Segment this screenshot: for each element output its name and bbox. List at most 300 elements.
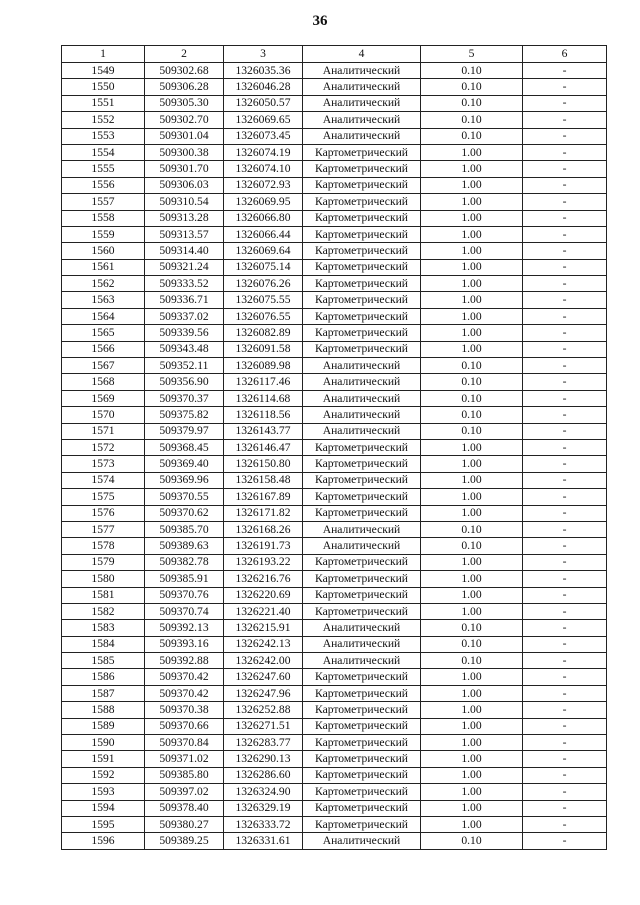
- table-cell: 509300.38: [145, 144, 224, 160]
- table-cell: 1326143.77: [224, 423, 303, 439]
- table-cell: Картометрический: [303, 144, 421, 160]
- table-cell: 1326072.93: [224, 177, 303, 193]
- table-cell: 1585: [62, 653, 145, 669]
- table-cell: 1326252.88: [224, 702, 303, 718]
- table-row: [62, 144, 607, 160]
- table-row: [62, 63, 607, 79]
- header-cell: 1: [62, 46, 145, 63]
- table-cell: -: [523, 521, 607, 537]
- table-cell: Картометрический: [303, 571, 421, 587]
- table-cell: 509385.80: [145, 767, 224, 783]
- table-cell: 509371.02: [145, 751, 224, 767]
- table-cell: Аналитический: [303, 407, 421, 423]
- table-cell: 1.00: [421, 669, 523, 685]
- table-cell: 1326215.91: [224, 620, 303, 636]
- table-cell: 509375.82: [145, 407, 224, 423]
- table-cell: -: [523, 603, 607, 619]
- table-cell: 1326146.47: [224, 439, 303, 455]
- table-cell: Картометрический: [303, 751, 421, 767]
- table-row: [62, 79, 607, 95]
- table-cell: 1.00: [421, 554, 523, 570]
- table-cell: 1568: [62, 374, 145, 390]
- table-cell: 509370.74: [145, 603, 224, 619]
- table-cell: 1326069.65: [224, 112, 303, 128]
- table-cell: 509368.45: [145, 439, 224, 455]
- table-cell: 1.00: [421, 587, 523, 603]
- table-cell: 1.00: [421, 144, 523, 160]
- table-cell: 1326069.64: [224, 243, 303, 259]
- table-cell: 1.00: [421, 603, 523, 619]
- table-row: [62, 521, 607, 537]
- table-cell: 509380.27: [145, 816, 224, 832]
- table-cell: Аналитический: [303, 653, 421, 669]
- table-cell: 509392.88: [145, 653, 224, 669]
- table-row: [62, 407, 607, 423]
- table-cell: 1586: [62, 669, 145, 685]
- table-cell: 1556: [62, 177, 145, 193]
- table-cell: 509389.25: [145, 833, 224, 849]
- table-cell: 1583: [62, 620, 145, 636]
- table-row: [62, 161, 607, 177]
- table-cell: 509370.66: [145, 718, 224, 734]
- table-cell: 1326220.69: [224, 587, 303, 603]
- table-cell: Картометрический: [303, 702, 421, 718]
- table-cell: -: [523, 636, 607, 652]
- table-row: [62, 489, 607, 505]
- table-cell: 509369.40: [145, 456, 224, 472]
- table-cell: 1326191.73: [224, 538, 303, 554]
- table-cell: 1326073.45: [224, 128, 303, 144]
- table-cell: 1326089.98: [224, 358, 303, 374]
- table-cell: -: [523, 259, 607, 275]
- table-cell: 509370.55: [145, 489, 224, 505]
- table-cell: Картометрический: [303, 685, 421, 701]
- table-row: [62, 751, 607, 767]
- table-cell: 1326074.19: [224, 144, 303, 160]
- table-cell: 509370.42: [145, 685, 224, 701]
- table-cell: -: [523, 292, 607, 308]
- table-cell: -: [523, 63, 607, 79]
- table-row: [62, 177, 607, 193]
- table-cell: 509378.40: [145, 800, 224, 816]
- table-row: [62, 423, 607, 439]
- table-cell: Аналитический: [303, 833, 421, 849]
- table-cell: 1326066.44: [224, 226, 303, 242]
- table-cell: Картометрический: [303, 292, 421, 308]
- table-cell: 1554: [62, 144, 145, 160]
- table-row: [62, 341, 607, 357]
- table-cell: Аналитический: [303, 95, 421, 111]
- table-cell: 1.00: [421, 751, 523, 767]
- table-cell: Аналитический: [303, 128, 421, 144]
- table-cell: 509385.70: [145, 521, 224, 537]
- table-cell: 1549: [62, 63, 145, 79]
- table-cell: Картометрический: [303, 341, 421, 357]
- header-cell: 5: [421, 46, 523, 63]
- table-cell: 1.00: [421, 308, 523, 324]
- table-row: [62, 308, 607, 324]
- table-cell: 1588: [62, 702, 145, 718]
- table-row: [62, 210, 607, 226]
- table-row: [62, 276, 607, 292]
- table-cell: 1326242.00: [224, 653, 303, 669]
- table-body: [62, 63, 607, 850]
- table-cell: 509302.70: [145, 112, 224, 128]
- table-cell: 1.00: [421, 505, 523, 521]
- header-cell: 3: [224, 46, 303, 63]
- table-cell: 1.00: [421, 456, 523, 472]
- table-cell: 1581: [62, 587, 145, 603]
- table-cell: -: [523, 587, 607, 603]
- table-cell: Картометрический: [303, 456, 421, 472]
- table-cell: 1326171.82: [224, 505, 303, 521]
- table-cell: -: [523, 833, 607, 849]
- table-cell: 0.10: [421, 95, 523, 111]
- table-cell: 1326247.96: [224, 685, 303, 701]
- page-number: 36: [312, 13, 328, 29]
- table-cell: -: [523, 144, 607, 160]
- table-cell: 509397.02: [145, 784, 224, 800]
- table-row: [62, 833, 607, 849]
- table-cell: 0.10: [421, 538, 523, 554]
- table-cell: 1562: [62, 276, 145, 292]
- table-cell: 0.10: [421, 636, 523, 652]
- table-row: [62, 325, 607, 341]
- table-cell: 509313.57: [145, 226, 224, 242]
- table-cell: 509306.28: [145, 79, 224, 95]
- table-row: [62, 358, 607, 374]
- table-cell: 509385.91: [145, 571, 224, 587]
- table-cell: 1.00: [421, 177, 523, 193]
- table-cell: 1591: [62, 751, 145, 767]
- table-cell: 509301.04: [145, 128, 224, 144]
- table-row: [62, 112, 607, 128]
- table-cell: 1569: [62, 390, 145, 406]
- table-cell: 1.00: [421, 472, 523, 488]
- table-cell: Аналитический: [303, 423, 421, 439]
- table-cell: 1565: [62, 325, 145, 341]
- table-cell: -: [523, 423, 607, 439]
- table-cell: 1326247.60: [224, 669, 303, 685]
- table-row: [62, 456, 607, 472]
- table-cell: 1566: [62, 341, 145, 357]
- table-cell: 1.00: [421, 194, 523, 210]
- table-cell: 1552: [62, 112, 145, 128]
- coordinates-table: [61, 45, 607, 850]
- table-cell: 0.10: [421, 79, 523, 95]
- table-cell: 1557: [62, 194, 145, 210]
- table-cell: -: [523, 767, 607, 783]
- table-cell: 1550: [62, 79, 145, 95]
- table-cell: 1.00: [421, 292, 523, 308]
- table-cell: 1587: [62, 685, 145, 701]
- header-cell: 6: [523, 46, 607, 63]
- table-cell: 509370.84: [145, 735, 224, 751]
- table-cell: 1561: [62, 259, 145, 275]
- table-row: [62, 587, 607, 603]
- table-cell: -: [523, 276, 607, 292]
- table-cell: 509389.63: [145, 538, 224, 554]
- table-row: [62, 636, 607, 652]
- table-cell: 0.10: [421, 112, 523, 128]
- table-cell: Аналитический: [303, 358, 421, 374]
- table-cell: 1560: [62, 243, 145, 259]
- table-cell: -: [523, 653, 607, 669]
- table-cell: Аналитический: [303, 112, 421, 128]
- table-cell: Картометрический: [303, 243, 421, 259]
- table-cell: Картометрический: [303, 505, 421, 521]
- table-cell: 1326168.26: [224, 521, 303, 537]
- table-cell: 1326075.14: [224, 259, 303, 275]
- table-cell: Аналитический: [303, 538, 421, 554]
- table-cell: 1326193.22: [224, 554, 303, 570]
- table-cell: 1.00: [421, 243, 523, 259]
- table-row: [62, 194, 607, 210]
- table-row: [62, 603, 607, 619]
- table-cell: -: [523, 358, 607, 374]
- table-cell: 1326069.95: [224, 194, 303, 210]
- table-cell: 1572: [62, 439, 145, 455]
- table-cell: Картометрический: [303, 489, 421, 505]
- table-cell: 1.00: [421, 685, 523, 701]
- table-cell: 1553: [62, 128, 145, 144]
- table-cell: 0.10: [421, 521, 523, 537]
- table-row: [62, 554, 607, 570]
- table-row: [62, 800, 607, 816]
- table-cell: 0.10: [421, 374, 523, 390]
- table-cell: 1326082.89: [224, 325, 303, 341]
- table-cell: 1575: [62, 489, 145, 505]
- table-cell: 1326117.46: [224, 374, 303, 390]
- table-cell: Картометрический: [303, 800, 421, 816]
- table-cell: 1326167.89: [224, 489, 303, 505]
- table-cell: 509370.62: [145, 505, 224, 521]
- table-cell: 509370.37: [145, 390, 224, 406]
- table-cell: 1.00: [421, 489, 523, 505]
- table-cell: 1584: [62, 636, 145, 652]
- table-cell: Картометрический: [303, 718, 421, 734]
- table-cell: 509382.78: [145, 554, 224, 570]
- table-cell: Аналитический: [303, 521, 421, 537]
- table-cell: 1326150.80: [224, 456, 303, 472]
- table-cell: 1326091.58: [224, 341, 303, 357]
- table-row: [62, 374, 607, 390]
- table-cell: 509310.54: [145, 194, 224, 210]
- table-cell: -: [523, 505, 607, 521]
- table-cell: 509302.68: [145, 63, 224, 79]
- table-cell: -: [523, 472, 607, 488]
- table-cell: 1326035.36: [224, 63, 303, 79]
- table-cell: -: [523, 669, 607, 685]
- table-cell: -: [523, 816, 607, 832]
- table-cell: 1574: [62, 472, 145, 488]
- table-cell: 1.00: [421, 341, 523, 357]
- table-cell: -: [523, 620, 607, 636]
- table-cell: Аналитический: [303, 374, 421, 390]
- table-cell: Картометрический: [303, 784, 421, 800]
- table-cell: 1571: [62, 423, 145, 439]
- table-cell: 1326046.28: [224, 79, 303, 95]
- table-cell: 0.10: [421, 358, 523, 374]
- table-cell: 509370.42: [145, 669, 224, 685]
- table-cell: Картометрический: [303, 210, 421, 226]
- table-cell: -: [523, 177, 607, 193]
- table-cell: 509370.76: [145, 587, 224, 603]
- table-cell: 1.00: [421, 259, 523, 275]
- table-cell: 509313.28: [145, 210, 224, 226]
- table-cell: 1326329.19: [224, 800, 303, 816]
- table-cell: 509305.30: [145, 95, 224, 111]
- table-cell: 1564: [62, 308, 145, 324]
- table-cell: 509356.90: [145, 374, 224, 390]
- table-cell: -: [523, 112, 607, 128]
- table-row: [62, 702, 607, 718]
- table-cell: Картометрический: [303, 472, 421, 488]
- table-cell: Картометрический: [303, 259, 421, 275]
- table-cell: 1578: [62, 538, 145, 554]
- table-cell: 1590: [62, 735, 145, 751]
- table-cell: 1326286.60: [224, 767, 303, 783]
- table-row: [62, 390, 607, 406]
- table-cell: 1.00: [421, 571, 523, 587]
- table-cell: 1570: [62, 407, 145, 423]
- table-cell: -: [523, 718, 607, 734]
- table-cell: 1.00: [421, 718, 523, 734]
- table-cell: 1.00: [421, 210, 523, 226]
- table-cell: 509379.97: [145, 423, 224, 439]
- table-cell: 1.00: [421, 439, 523, 455]
- table-cell: -: [523, 800, 607, 816]
- table-cell: 509337.02: [145, 308, 224, 324]
- table-cell: -: [523, 390, 607, 406]
- table-cell: -: [523, 341, 607, 357]
- table-row: [62, 816, 607, 832]
- table-cell: 1593: [62, 784, 145, 800]
- table-row: [62, 439, 607, 455]
- table-cell: 1563: [62, 292, 145, 308]
- table-cell: 0.10: [421, 833, 523, 849]
- table-row: [62, 128, 607, 144]
- table-cell: 1326283.77: [224, 735, 303, 751]
- table-cell: -: [523, 161, 607, 177]
- table-row: [62, 472, 607, 488]
- table-row: [62, 226, 607, 242]
- table-cell: Картометрический: [303, 816, 421, 832]
- table-cell: 509392.13: [145, 620, 224, 636]
- table-cell: 1573: [62, 456, 145, 472]
- table-cell: 1595: [62, 816, 145, 832]
- header-cell: 2: [145, 46, 224, 63]
- table-cell: -: [523, 735, 607, 751]
- table-cell: 1.00: [421, 735, 523, 751]
- table-cell: 1596: [62, 833, 145, 849]
- table-cell: 1326333.72: [224, 816, 303, 832]
- table-row: [62, 784, 607, 800]
- table-cell: 0.10: [421, 653, 523, 669]
- table-cell: Картометрический: [303, 308, 421, 324]
- table-row: [62, 718, 607, 734]
- table-cell: 509314.40: [145, 243, 224, 259]
- table-cell: 1594: [62, 800, 145, 816]
- table-cell: -: [523, 128, 607, 144]
- table-row: [62, 653, 607, 669]
- table-row: [62, 505, 607, 521]
- table-cell: 509352.11: [145, 358, 224, 374]
- table-cell: 1.00: [421, 226, 523, 242]
- table-cell: 0.10: [421, 423, 523, 439]
- table-row: [62, 243, 607, 259]
- table-cell: -: [523, 571, 607, 587]
- table-cell: Картометрический: [303, 276, 421, 292]
- table-cell: 1558: [62, 210, 145, 226]
- table-cell: 0.10: [421, 620, 523, 636]
- table-cell: 0.10: [421, 63, 523, 79]
- table-cell: Картометрический: [303, 735, 421, 751]
- table-cell: 1.00: [421, 784, 523, 800]
- table-cell: 1326074.10: [224, 161, 303, 177]
- table-cell: -: [523, 210, 607, 226]
- table-cell: Картометрический: [303, 226, 421, 242]
- table-cell: 1326271.51: [224, 718, 303, 734]
- table-cell: Аналитический: [303, 390, 421, 406]
- header-row: [62, 46, 607, 63]
- table-cell: 1326114.68: [224, 390, 303, 406]
- table-cell: 1.00: [421, 767, 523, 783]
- table-cell: 1589: [62, 718, 145, 734]
- table-cell: 509343.48: [145, 341, 224, 357]
- table-row: [62, 735, 607, 751]
- table-cell: Аналитический: [303, 63, 421, 79]
- table-cell: -: [523, 784, 607, 800]
- table-cell: 1.00: [421, 325, 523, 341]
- table-cell: -: [523, 95, 607, 111]
- table-cell: 1582: [62, 603, 145, 619]
- table-cell: 1326216.76: [224, 571, 303, 587]
- table-cell: 1580: [62, 571, 145, 587]
- table-cell: 1326158.48: [224, 472, 303, 488]
- table-cell: 1326290.13: [224, 751, 303, 767]
- table-cell: Картометрический: [303, 177, 421, 193]
- table-cell: -: [523, 538, 607, 554]
- table-row: [62, 259, 607, 275]
- table-cell: 1326118.56: [224, 407, 303, 423]
- table-cell: 509339.56: [145, 325, 224, 341]
- table-cell: 1326324.90: [224, 784, 303, 800]
- table-cell: -: [523, 226, 607, 242]
- table-cell: -: [523, 554, 607, 570]
- table-cell: -: [523, 374, 607, 390]
- table-cell: 1.00: [421, 800, 523, 816]
- table-cell: -: [523, 243, 607, 259]
- table-row: [62, 669, 607, 685]
- table-cell: 509336.71: [145, 292, 224, 308]
- table-cell: Аналитический: [303, 636, 421, 652]
- table-cell: -: [523, 308, 607, 324]
- table-cell: -: [523, 456, 607, 472]
- table-cell: -: [523, 685, 607, 701]
- table-cell: Картометрический: [303, 554, 421, 570]
- table-cell: -: [523, 489, 607, 505]
- table-cell: 1326242.13: [224, 636, 303, 652]
- table-cell: 509393.16: [145, 636, 224, 652]
- table-cell: 1326050.57: [224, 95, 303, 111]
- table-cell: -: [523, 79, 607, 95]
- table-cell: 1.00: [421, 276, 523, 292]
- table-row: [62, 95, 607, 111]
- table-cell: -: [523, 407, 607, 423]
- table-cell: 1559: [62, 226, 145, 242]
- table-cell: Картометрический: [303, 161, 421, 177]
